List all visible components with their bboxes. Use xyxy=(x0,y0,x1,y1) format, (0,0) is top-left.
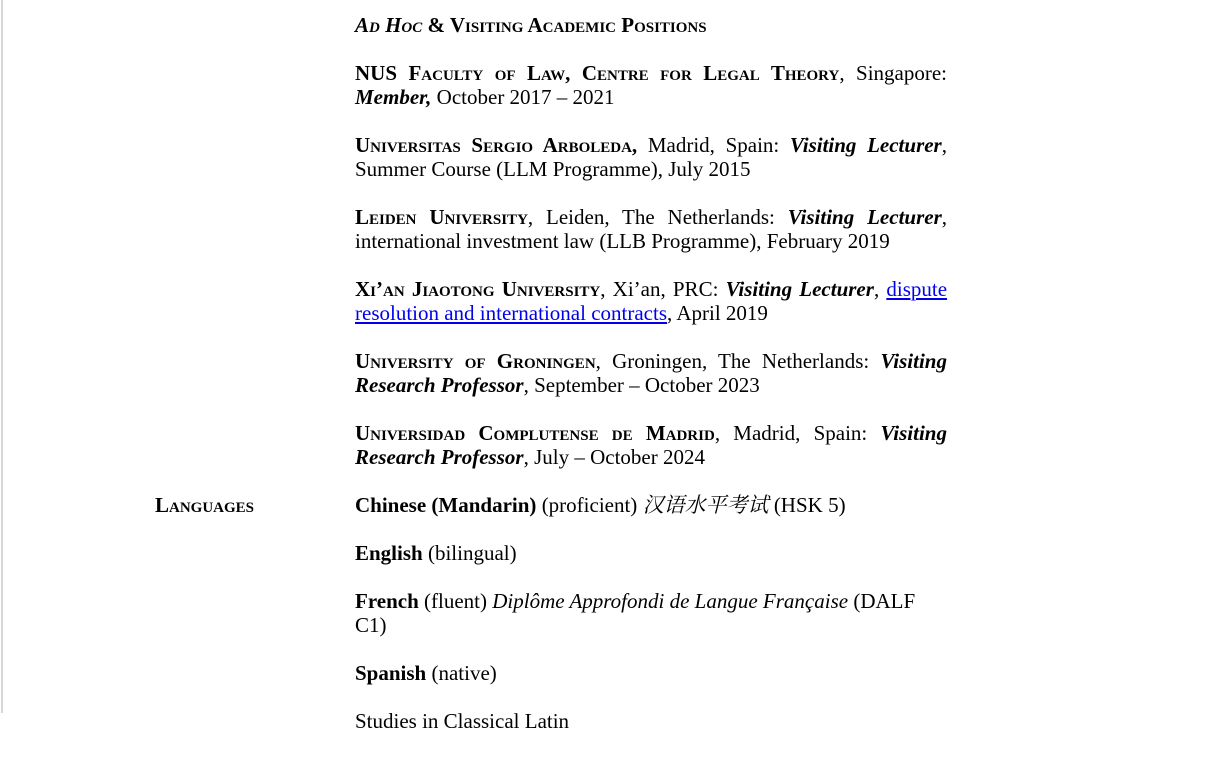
language-proficiency: (fluent) xyxy=(418,589,493,613)
institution-name: University of Groningen xyxy=(355,349,596,373)
position-title: Visiting Lecturer xyxy=(787,205,942,229)
position-location: , Xi’an, PRC: xyxy=(600,277,726,301)
language-proficiency: (proficient) xyxy=(536,493,643,517)
position-entry-sergio-arboleda xyxy=(355,133,947,181)
positions-label-column-empty xyxy=(155,13,355,493)
positions-section xyxy=(155,13,1232,493)
position-location: Madrid, Spain: xyxy=(637,133,790,157)
language-certificate: (HSK 5) xyxy=(768,493,846,517)
position-title: Visiting Lecturer xyxy=(725,277,874,301)
language-entry-french xyxy=(355,589,947,637)
institution-name: Universidad Complutense de Madrid xyxy=(355,421,715,445)
position-details: , April 2019 xyxy=(667,301,768,325)
position-entry-leiden xyxy=(355,205,947,253)
institution-name: Xi’an Jiaotong University xyxy=(355,277,601,301)
dispute-resolution-link[interactable]: dispute resolution and international contracts xyxy=(355,277,948,325)
position-location: , Leiden, The Netherlands: xyxy=(527,205,788,229)
language-note: Studies in Classical Latin xyxy=(355,709,570,733)
language-proficiency: (bilingual) xyxy=(422,541,517,565)
language-certificate: (DALF C1) xyxy=(355,589,916,637)
section-heading-adhoc-visiting xyxy=(355,13,947,37)
institution-name: NUS Faculty of Law, Centre for Legal Theory xyxy=(355,61,840,85)
languages-label-column xyxy=(155,493,355,757)
language-name: English xyxy=(355,541,423,565)
position-location: , Singapore: xyxy=(839,61,948,85)
position-title: Member, xyxy=(355,85,432,109)
language-name: Spanish xyxy=(355,661,427,685)
position-title: Visiting Research Professor xyxy=(355,349,947,397)
page-left-border xyxy=(1,0,3,713)
position-location: , Groningen, The Netherlands: xyxy=(595,349,881,373)
position-details: , international investment law (LLB Programme), February 2019 xyxy=(355,205,947,253)
institution-name: Universitas Sergio Arboleda, xyxy=(355,133,638,157)
position-entry-nus xyxy=(355,61,947,109)
position-details: , September – October 2023 xyxy=(523,373,760,397)
position-entry-complutense xyxy=(355,421,947,469)
language-proficiency: (native) xyxy=(426,661,497,685)
languages-text-column xyxy=(355,493,947,757)
position-location: , Madrid, Spain: xyxy=(714,421,881,445)
position-details: October 2017 – 2021 xyxy=(431,85,615,109)
position-entry-groningen xyxy=(355,349,947,397)
language-name: French xyxy=(355,589,419,613)
position-details: , Summer Course (LLM Programme), July 2015 xyxy=(355,133,947,181)
languages-label: Languages xyxy=(155,493,255,517)
position-title: Visiting Lecturer xyxy=(789,133,942,157)
language-entry-spanish xyxy=(355,661,947,685)
language-name: Chinese (Mandarin) xyxy=(355,493,537,517)
link-separator: , xyxy=(873,277,887,301)
heading-rest: & Visiting Academic Positions xyxy=(422,13,707,37)
languages-section xyxy=(155,493,1232,757)
position-title: Visiting Research Professor xyxy=(355,421,947,469)
position-details: , July – October 2024 xyxy=(523,445,705,469)
institution-name: Leiden University xyxy=(355,205,528,229)
language-entry-english xyxy=(355,541,947,565)
position-entry-xian-jiaotong xyxy=(355,277,947,325)
language-cjk-text: 汉语水平考试 xyxy=(642,493,769,517)
language-entry-chinese xyxy=(355,493,947,517)
positions-text-column xyxy=(355,13,947,493)
language-diploma: Diplôme Approfondi de Langue Française xyxy=(492,589,849,613)
heading-italic-part: Ad Hoc xyxy=(355,13,423,37)
